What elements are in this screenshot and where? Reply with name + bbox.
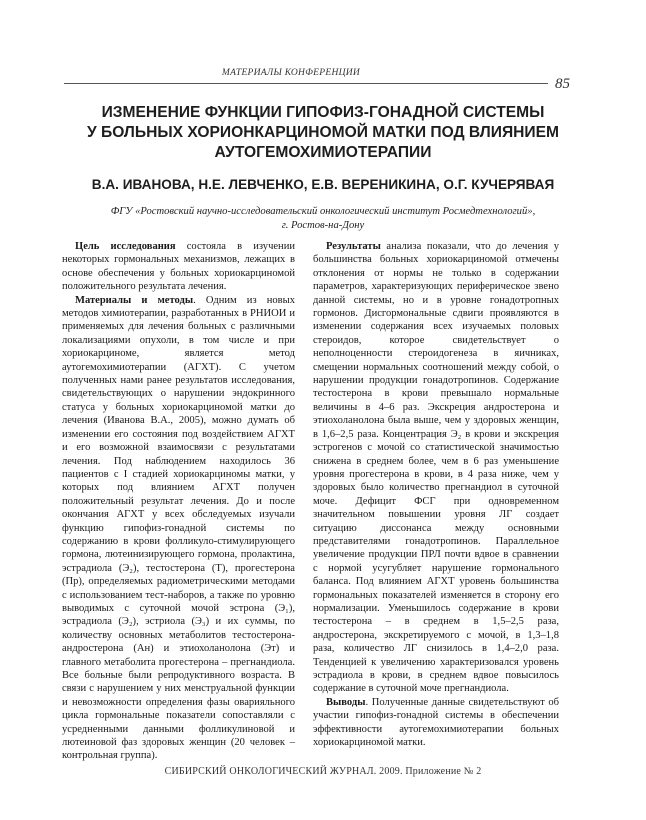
journal-footer: СИБИРСКИЙ ОНКОЛОГИЧЕСКИЙ ЖУРНАЛ. 2009. Приложение № 2 xyxy=(164,766,482,777)
right-column xyxy=(313,240,559,749)
affiliation-line-1: ФГУ «Ростовский научно-исследовательский онкологический институт Росмедтехнологий», xyxy=(110,206,536,217)
results-heading: Результаты xyxy=(326,241,381,252)
authors: В.А. ИВАНОВА, Н.Е. ЛЕВЧЕНКО, Е.В. ВЕРЕНИКИНА, О.Г. КУЧЕРЯВАЯ xyxy=(91,177,555,192)
affiliation-line-2: г. Ростов-на-Дону xyxy=(281,220,365,231)
methods-paragraph xyxy=(62,294,295,763)
results-paragraph xyxy=(313,240,559,696)
article-title xyxy=(40,103,606,163)
affiliation xyxy=(60,205,586,233)
methods-text: . Одним из новых методов химиотерапии, разработанных в РНИОИ и применяемых для лечения больных с различными локализациями опухоли, в том числе и при хориокарциноме, является метод аутогемохимиотерапии (АГХТ). С учетом полученных нами ранее результатов исследования, свидетельствующих о нарушении эндокринного статуса у больных хориокарциномой матки до лечения (Иванова В.А., 2005), можно думать об изменении его состояния под воздействием АГХТ и его возможной взаимосвязи с результатами лечения. Под наблюдением находилось 36 пациентов с I стадией хориокарциномы матки, у которых под влиянием АГХТ получен положительный результат лечения. До и после окончания АГХТ у всех обследуемых изучали функцию гипофиз-гонадной системы по содержанию в крови фолликуло-стимулирующего гормона, лютеинизирующего гормона, пролактина, эстрадиола (Э₂), тестостерона (Т), прогестерона (Пр), определяемых радиометрическими методами с использованием тест-наборов, а также по уровню выводимых с суточной мочой эстрона (Э₁), эстрадиола (Э₂), эстриола (Э₃) и их суммы, по количеству основных метаболитов тестостерона-андростерона (Ан) и этиохоланолона (Эт) и главного метаболита прогестерона – прегнандиола. Все больные были репродуктивного возраста. В связи с нарушением у них менструальной функции и невозможности определения фазы оварияльного цикла гормональные показатели сопоставляли с усредненными данными фолликулиновой и лютеиновой фаз здоровых женщин (20 человек – контрольная группа). xyxy=(62,294,295,762)
header-rule xyxy=(64,83,548,84)
title-line-1: ИЗМЕНЕНИЕ ФУНКЦИИ ГИПОФИЗ-ГОНАДНОЙ СИСТЕМЫ xyxy=(101,104,545,121)
results-text: анализа показали, что до лечения у большинства больных хориокарциномой отмечены отклонения от нормы не только в содержании параметров, характеризующих периферическое звено данной системы, но и в уровне гонадотропных гормонов. Дисгормональные сдвиги проявляются в изменении содержания всех изучаемых половых стероидов, которое свидетельствует о неполноценности стероидогенеза в яичниках, смещении нормальных соотношений между собой, о нарушении продукции гонадотропинов. Содержание тестостерона в крови превышало нормальные величины в 4–6 раз. Экскреция андростерона и этиохоланолона была выше, чем у здоровых женщин, в 1,6–2,5 раза. Концентрация Э₂ в крови и экскреция эстрогенов с мочой со статистической значимостью снижена в среднем более, чем в 6 раз уменьшение уровня прогестерона в крови, в 4 раза ниже, чем у здоровых было количество прегнандиол в суточной моче. Дефицит ФСГ при одновременном значительном повышении уровня ЛГ создает ситуацию диссонанса между основными представителями гонадотропинов. Параллельное увеличение продукции ПРЛ почти вдвое в сравнении с нормой усугубляет нарушение гормонального баланса. Под влиянием АГХТ уровень большинства гормональных показателей изменяется в сторону его нормализации. Уменьшилось содержание в крови тестостерона – в среднем в 1,5–2,5 раза, андростерона, экскретируемого с мочой, в 1,3–1,8 раза, количество ЛГ снизилось в 1,4–2,0 раза. Тенденцией к увеличению характеризовался уровень эстрадиола в крови, в среднем вдвое повысилось содержание в суточной моче прегнандиола. xyxy=(313,241,559,695)
conclusions-heading: Выводы xyxy=(326,696,366,708)
aim-paragraph xyxy=(62,240,295,294)
title-line-2: У БОЛЬНЫХ ХОРИОНКАРЦИНОМОЙ МАТКИ ПОД ВЛИЯНИЕМ xyxy=(86,124,560,141)
methods-heading: Материалы и методы xyxy=(75,294,194,306)
title-line-3: АУТОГЕМОХИМИОТЕРАПИИ xyxy=(214,144,432,161)
left-column xyxy=(62,240,295,763)
aim-text: состояла в изучении некоторых гормональных механизмов, лежащих в основе обеспечения у больных хориокарциномой положительного результата лечения. xyxy=(62,241,295,293)
conclusions-text: . Полученные данные свидетельствуют об участии гипофиз-гонадной системы в обеспечении эффективности аутогемохимиотерапии больных хориокарциномой матки. xyxy=(313,696,559,749)
running-header: МАТЕРИАЛЫ КОНФЕРЕНЦИИ xyxy=(221,68,361,78)
conclusions-paragraph xyxy=(313,696,559,750)
aim-heading: Цель исследования xyxy=(75,241,176,252)
page-number: 85 xyxy=(555,76,570,92)
